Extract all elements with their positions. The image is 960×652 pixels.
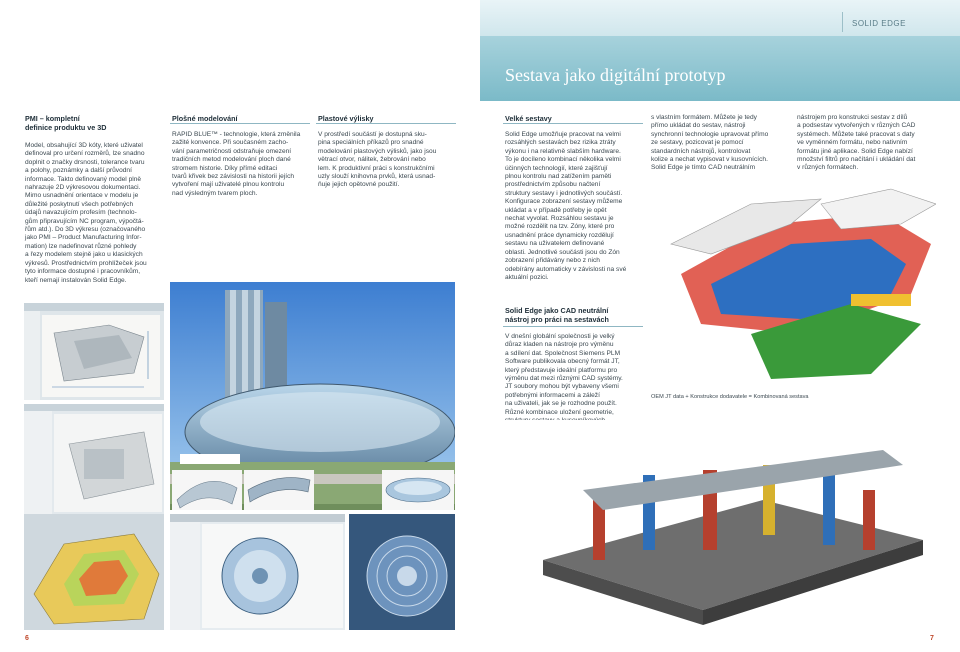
cad-line: na uživateli, jak se je rozhodne použít. [505, 400, 617, 408]
figure-caption: OEM JT data + Konstrukce dodavatele = Kombinovaná sestava [651, 394, 809, 400]
cad-line: Software publikovala obecný formát JT, [505, 358, 620, 366]
col6-line: Solid Edge je tímto CAD neutrálním [651, 164, 756, 172]
page-number-left: 6 [25, 635, 29, 642]
col6-line: ze sestavy, pozicovat je pomocí [651, 139, 744, 147]
large-line: plnou kontrolu nad zatížením paměti [505, 173, 612, 181]
cad-rule [503, 326, 643, 327]
col6-line: s vlastním formátem. Můžete je tedy [651, 114, 757, 121]
large-line: rozsáhlých sestavách bez rizika ztráty [505, 139, 616, 147]
pmi-line: řům atd.). Do 3D výkresu (označovaného [25, 226, 146, 234]
dish-shape-image [382, 470, 454, 510]
large-text [505, 131, 647, 282]
car-interior-image [24, 514, 164, 630]
large-line: Solid Edge umožňuje pracovat na velmi [505, 131, 621, 138]
col7-line: v různých formátech. [797, 164, 859, 172]
surface-heading: Plošné modelování [172, 114, 238, 123]
pmi-line: Model, obsahující 3D kóty, které uživatel [25, 142, 143, 149]
shell-shape-image [172, 470, 242, 510]
cad-line: a sdílení dat. Společnost Siemens PLM [505, 349, 621, 357]
pmi-line: údajů navazujícím profesím (technolo- [25, 209, 137, 217]
surface-line: tradičních metod modelování ploch dané [172, 156, 291, 164]
col7-line: ve vyměnném formátu, nebo nativním [797, 139, 908, 147]
pmi-heading-line2: definice produktu ve 3D [25, 123, 107, 132]
col7-line: nástrojem pro konstrukci sestav z dílů [797, 114, 908, 121]
large-line: oblasti. Jednotlivé součásti jsou do Zón [505, 248, 620, 256]
plastic-line: uzly slouží knihovna prvků, která usnad- [318, 173, 436, 181]
pmi-heading-line1: PMI – kompletní [25, 114, 80, 123]
cad-heading-line2: nástroj pro práci na sestavách [505, 315, 609, 324]
col6-line: standardních nástrojů, kontrolovat [651, 147, 751, 155]
pmi-text [25, 142, 165, 285]
pmi-line: gům připravujícím NC program, výpočtá- [25, 217, 144, 225]
pmi-line: a polohy, poznámky a další průvodní [25, 167, 132, 175]
surface-line: vytvoření mají uživatelé plnou kontrolu [172, 181, 285, 189]
col7-line: množství filtrů pro načítání i ukládání dat [797, 156, 916, 164]
pmi-line: definoval pro určení rozměrů, lze snadno [25, 150, 145, 158]
brand-label: SOLID EDGE [852, 19, 906, 28]
surface-line: nad výsledným tvarem ploch. [172, 189, 258, 197]
car-body-assembly-image [651, 184, 936, 388]
large-line: prostřednictvím způsobu načtení [505, 181, 601, 189]
col6-line: kolize a nechat vypisovat v kusovnících. [651, 156, 768, 164]
cad-line: JT soubory mohou být vybaveny všemi [505, 383, 619, 391]
pmi-line: nahrazuje 2D výkresovou dokumentaci. [25, 184, 141, 192]
plastic-line: lem. K produktivní práci s konstrukčními [318, 164, 435, 172]
large-line: ukládat a v případě potřeby je opět [505, 206, 607, 214]
col7-line: a podsestav vytvořených v různých CAD [797, 122, 916, 130]
pmi-line: kteří nemají instalován Solid Edge. [25, 276, 127, 284]
pmi-drawing-image [24, 303, 164, 400]
surface-line: stromem historie. Díky přímé editaci [172, 164, 278, 172]
pmi-heading [25, 114, 165, 132]
large-line: To je docíleno kombinací několika velmi [505, 156, 621, 164]
pmi-line: informace. Takto definovaný model plně [25, 175, 142, 183]
surface-line: RAPID BLUE™ - technologie, která změnila [172, 131, 301, 138]
pmi-line: jako PMI – Product Manufacturing Infor- [25, 234, 142, 242]
pmi-line: a řezy modelem stejně jako u klasických [25, 251, 143, 259]
large-line: účinných technologií, které zajišťují [505, 164, 608, 172]
surface-text [172, 131, 312, 198]
surface-line: tvarů křivek bez závislosti na historii jejích [172, 173, 295, 181]
plastic-text [318, 131, 458, 190]
cad-line: V dnešní globální společnosti je velký [505, 333, 615, 340]
plastic-line: větrací otvor, nálitek, žebrování nebo [318, 156, 426, 164]
plastic-rule [316, 123, 456, 124]
surface-rule [170, 123, 310, 124]
cad-line: který představuje ideální platformu pro [505, 366, 618, 374]
cad-line: potřebnými informacemi a záleží [505, 391, 600, 399]
large-line: zobrazení přidávány nebo z nich [505, 257, 600, 265]
brand-divider [842, 12, 843, 32]
large-line: aktuální pozici. [505, 273, 549, 281]
pmi-line: výkresů. Prostřednictvím prohlížeček jsou [25, 259, 147, 267]
large-line: Konfigurace zobrazení sestavy můžeme [505, 198, 623, 206]
page-number-right: 7 [930, 635, 934, 642]
col6-text [651, 114, 791, 173]
col7-line: formátu jiné aplikace. Solid Edge nabízí [797, 147, 913, 155]
large-line: odebírány automaticky v závislosti na své [505, 265, 627, 273]
cad-line: důraz kladen na nástroje pro výměnu [505, 341, 614, 349]
plastic-line: ňuje jejich opětovné použití. [318, 181, 400, 189]
col7-text [797, 114, 937, 173]
large-line: nechat vyvolat. Rozsáhlou sestavu je [505, 215, 614, 223]
cad-heading-line1: Solid Edge jako CAD neutrální [505, 306, 609, 315]
large-heading: Velké sestavy [505, 114, 552, 123]
page-title: Sestava jako digitální prototyp [505, 65, 726, 85]
large-line: možné rozdělit na tzv. Zóny, které pro [505, 223, 615, 231]
pmi-line: doplnit o značky drsnosti, tolerance tvaru [25, 158, 145, 166]
cad-heading [505, 306, 647, 324]
curved-panel-image [244, 470, 314, 510]
pmi-line: důležité poskytnutí všech potřebných [25, 200, 134, 208]
large-rule [503, 123, 643, 124]
pmi-line: Mimo usnadnění orientace v modelu je [25, 192, 139, 200]
pmi-line: tyto informace dostupné i pracovníkům, [25, 268, 141, 276]
large-line: usnadnění práce dynamicky rozdělují [505, 231, 614, 239]
plastic-heading: Plastové výlisky [318, 114, 374, 123]
col7-line: systémech. Můžete také pracovat s daty [797, 130, 915, 138]
surface-line: vání parametričnosti odstraňuje omezení [172, 147, 292, 155]
col6-line: přímo ukládat do sestav, nástroji [651, 122, 746, 130]
pmi-model-image [24, 404, 164, 514]
large-line: sestavu na uživatelem definované [505, 240, 605, 248]
surface-line: zažité konvence. Při současném zacho- [172, 139, 289, 147]
plastic-line: modelování plastových výlisků, jako jsou [318, 147, 437, 155]
plastic-line: pina speciálních příkazů pro snadné [318, 139, 424, 147]
fixture-assembly-image [503, 420, 936, 630]
cad-line: Různé kombinace uložení geometrie, [505, 408, 614, 416]
large-line: výkonu i na relativně slabším hardware. [505, 147, 621, 155]
col6-line: synchronní technologie upravovat přímo [651, 130, 769, 138]
large-line: struktury sestavy i jednotlivých součástí. [505, 189, 623, 197]
cad-line: výměnu dat mezi různými CAD systémy. [505, 375, 623, 383]
fan-grille-render [349, 514, 455, 630]
plastic-part-screenshot [170, 514, 345, 630]
plastic-line: V prostředí součástí je dostupná sku- [318, 131, 427, 138]
pmi-line: mation) lze nadefinovat různé pohledy [25, 242, 137, 250]
